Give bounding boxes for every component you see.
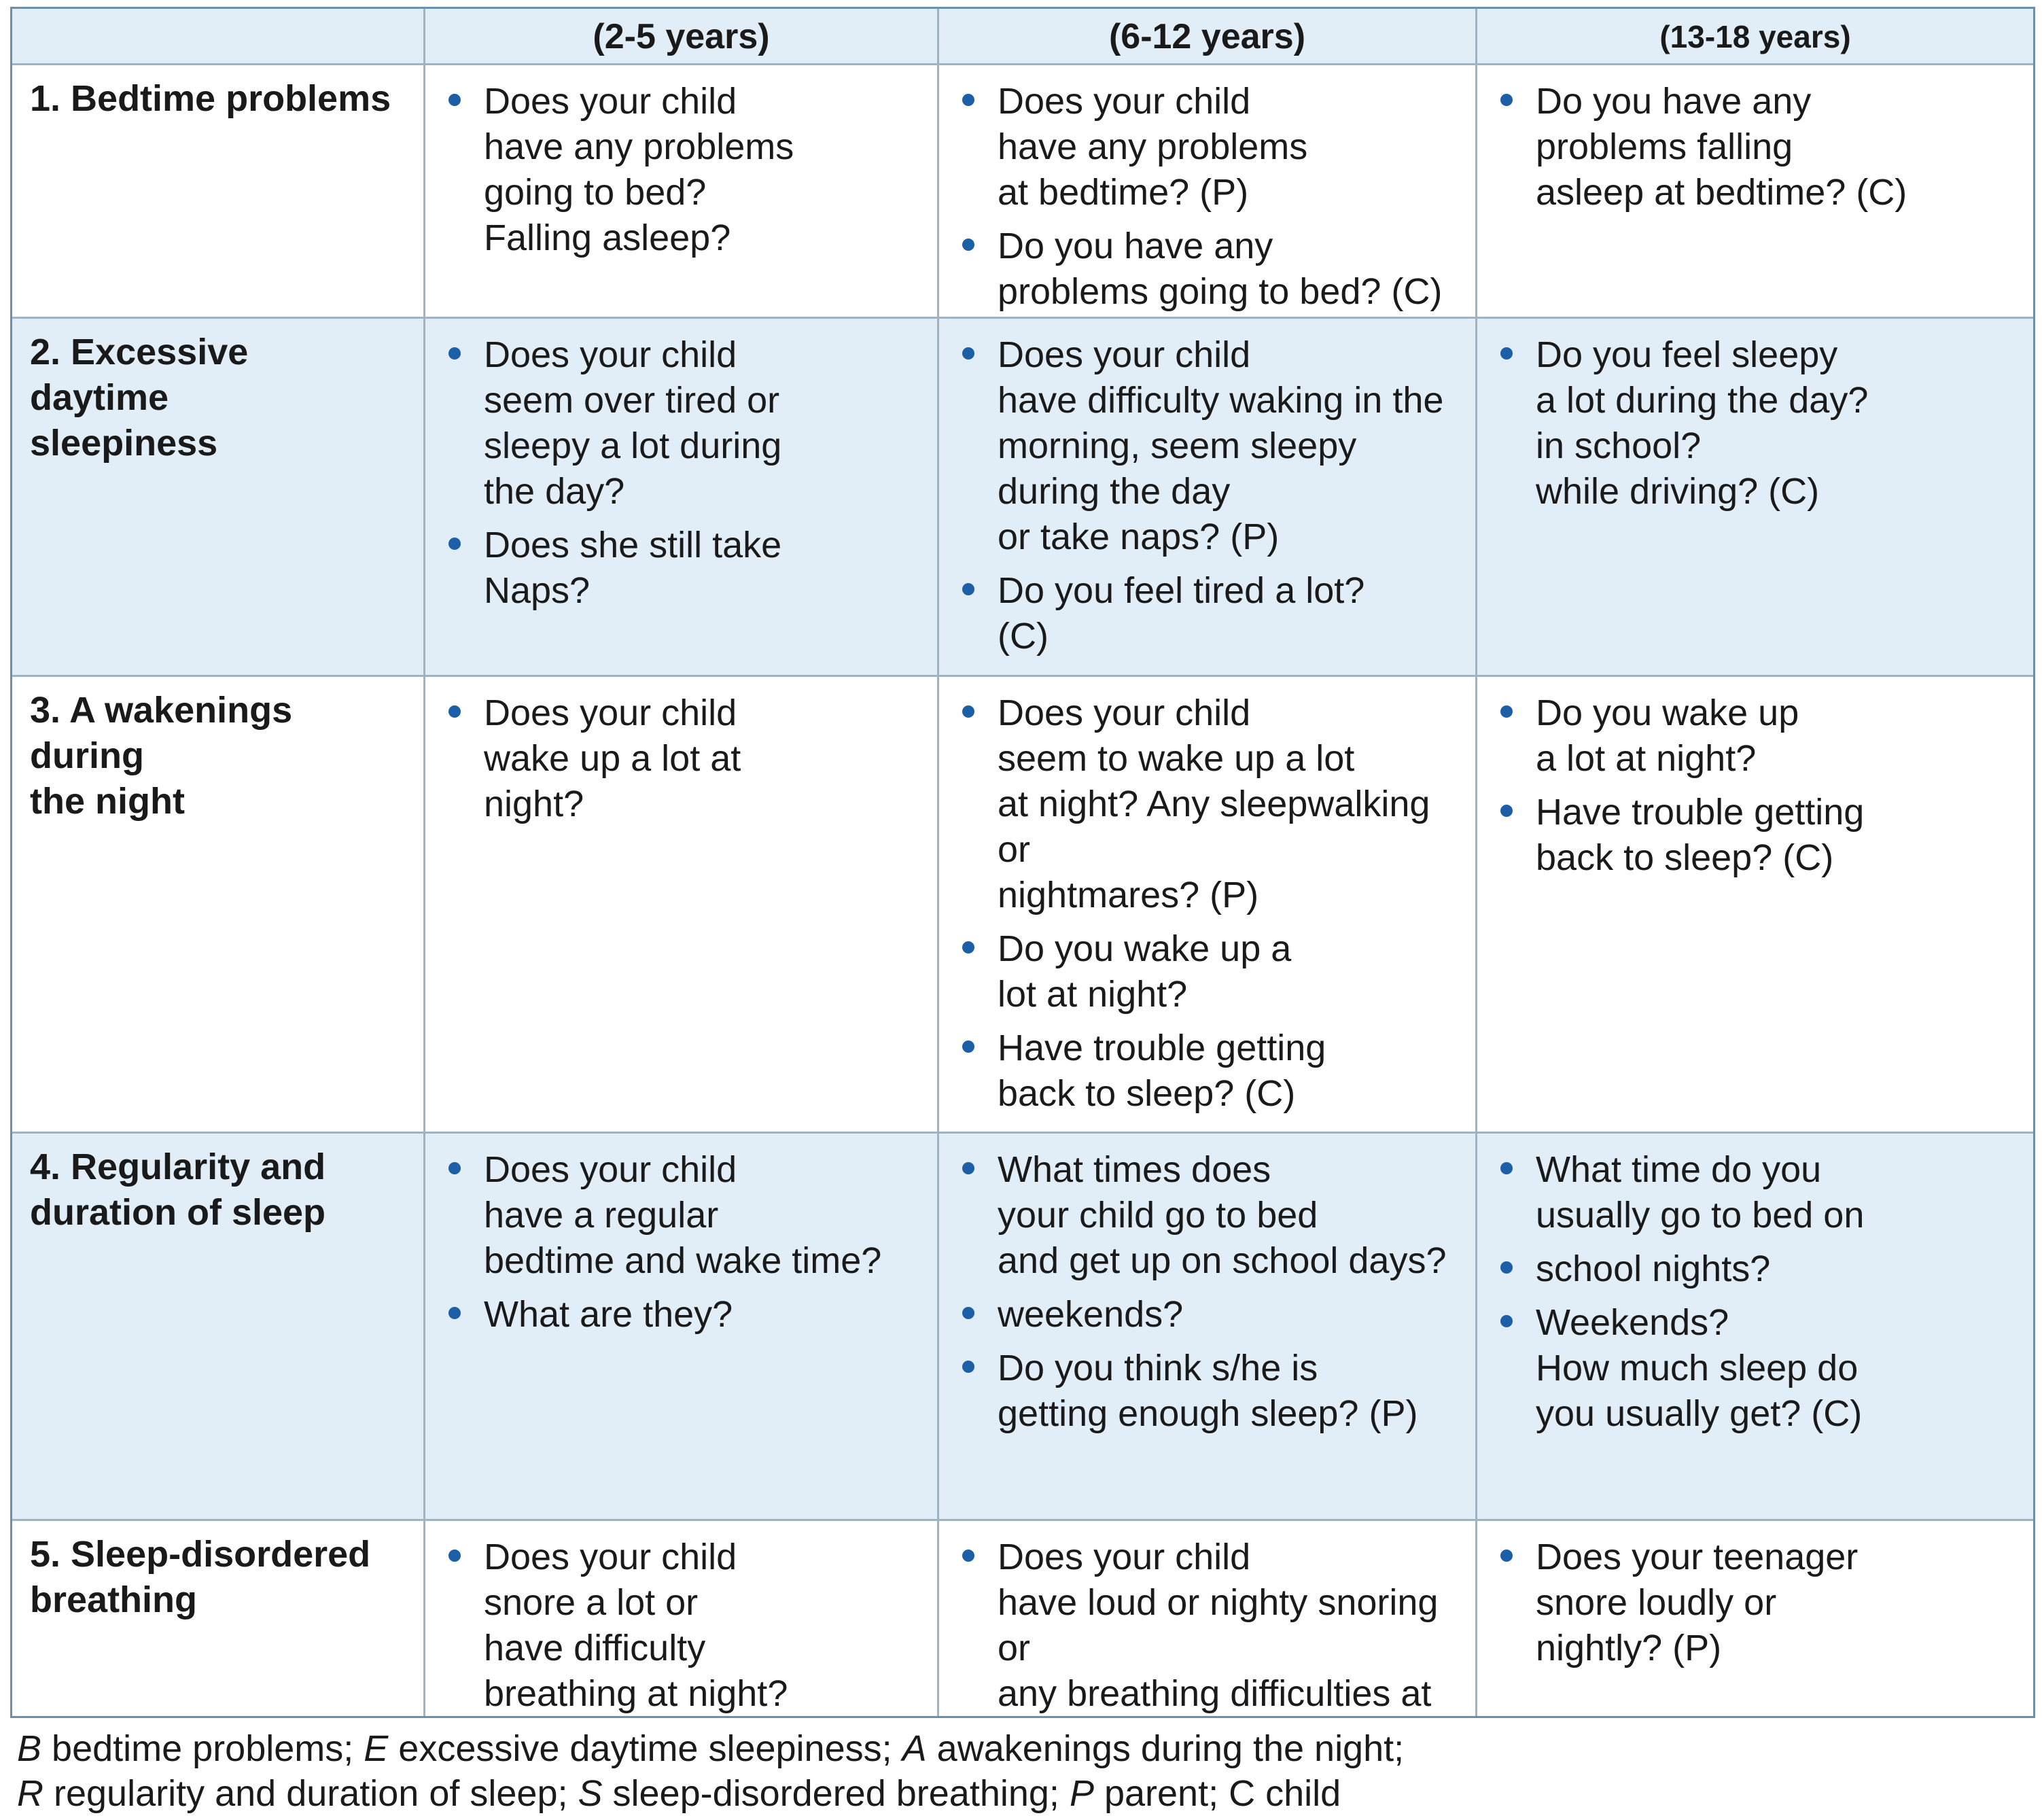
- bullet-icon: [962, 1040, 974, 1053]
- abbreviation: E: [364, 1728, 389, 1769]
- abbreviation-meaning: bedtime problems;: [41, 1728, 364, 1769]
- abbreviation: R: [17, 1773, 43, 1814]
- question-item: [957, 1535, 1462, 1716]
- question-cell: [1477, 677, 2033, 1134]
- bullet-icon: [962, 583, 974, 595]
- bullet-icon: [1500, 347, 1513, 360]
- question-list: [1495, 79, 2020, 215]
- header-corner: [12, 9, 425, 65]
- question-list: [443, 1147, 923, 1337]
- row-header: 3. A wakenings during the night: [12, 677, 425, 1134]
- question-list: [443, 1535, 923, 1716]
- question-text: Does your child have any problems going to bed? Falling asleep?: [484, 81, 794, 258]
- question-text: Does your child have any problems at bedtime? (P): [998, 81, 1308, 213]
- question-list: [443, 690, 923, 827]
- question-item: [957, 568, 1462, 659]
- bullet-icon: [1500, 705, 1513, 718]
- question-text: school nights?: [1536, 1248, 1771, 1289]
- question-list: [957, 1535, 1462, 1716]
- question-list: [443, 79, 923, 261]
- question-text: Have trouble getting back to sleep? (C): [998, 1028, 1326, 1114]
- bullet-icon: [1500, 1550, 1513, 1562]
- question-cell: [425, 319, 939, 677]
- bullet-icon: [1500, 1162, 1513, 1174]
- bullet-icon: [962, 94, 974, 106]
- question-text: Does your child seem over tired or sleepy a lot during the day?: [484, 334, 782, 512]
- question-text: What times does your child go to bed and get up on school days?: [998, 1149, 1447, 1281]
- question-list: [1495, 332, 2020, 514]
- question-item: [1495, 332, 2020, 514]
- question-text: Have trouble getting back to sleep? (C): [1536, 792, 1865, 878]
- question-cell: [939, 1134, 1477, 1521]
- question-cell: [425, 65, 939, 319]
- abbreviation: P: [1069, 1773, 1094, 1814]
- question-list: [1495, 1147, 2020, 1437]
- question-text: Does she still take Naps?: [484, 525, 782, 611]
- bullet-icon: [962, 705, 974, 718]
- question-item: [1495, 1147, 2020, 1238]
- question-cell: [1477, 1134, 2033, 1521]
- bullet-icon: [1500, 805, 1513, 817]
- row-header: 1. Bedtime problems: [12, 65, 425, 319]
- question-cell: [425, 1134, 939, 1521]
- abbreviations-footnote: [17, 1726, 2028, 1816]
- question-item: [1495, 790, 2020, 881]
- question-item: [957, 690, 1462, 918]
- bullet-icon: [1500, 1261, 1513, 1274]
- question-text: Does your child seem to wake up a lot at night? Any sleepwalking or nightmares? (P): [998, 693, 1430, 915]
- question-list: [957, 1147, 1462, 1437]
- abbreviation-meaning: sleep-disordered breathing;: [602, 1773, 1070, 1814]
- question-item: [443, 1292, 923, 1337]
- question-text: Do you have any problems going to bed? (C): [998, 226, 1443, 312]
- bullet-icon: [448, 347, 461, 360]
- question-text: Does your child wake up a lot at night?: [484, 693, 741, 824]
- question-item: [957, 926, 1462, 1017]
- abbreviation-meaning: regularity and duration of sleep;: [43, 1773, 578, 1814]
- question-item: [957, 79, 1462, 215]
- question-list: [1495, 690, 2020, 881]
- question-item: [957, 224, 1462, 315]
- row-header: 4. Regularity and duration of sleep: [12, 1134, 425, 1521]
- question-text: Do you have any problems falling asleep at bedtime? (C): [1536, 81, 1907, 213]
- question-text: What time do you usually go to bed on: [1536, 1149, 1865, 1236]
- question-list: [1495, 1535, 2020, 1671]
- footnote-line-2: [17, 1771, 2028, 1816]
- abbreviation-meaning: awakenings during the night;: [926, 1728, 1405, 1769]
- bullet-icon: [962, 239, 974, 251]
- abbreviation: S: [578, 1773, 603, 1814]
- question-item: [957, 1292, 1462, 1337]
- question-item: [443, 1535, 923, 1716]
- bullet-icon: [448, 1162, 461, 1174]
- bullet-icon: [962, 1307, 974, 1319]
- question-text: Do you wake up a lot at night?: [1536, 693, 1799, 779]
- question-list: [957, 332, 1462, 659]
- question-cell: [939, 1521, 1477, 1716]
- question-list: [957, 79, 1462, 315]
- bullet-icon: [448, 538, 461, 550]
- question-item: [443, 1147, 923, 1284]
- question-cell: [425, 677, 939, 1134]
- bullet-icon: [448, 94, 461, 106]
- bullet-icon: [962, 1550, 974, 1562]
- question-list: [443, 332, 923, 614]
- question-item: [957, 1026, 1462, 1117]
- bullet-icon: [1500, 1315, 1513, 1327]
- question-item: [443, 690, 923, 827]
- question-cell: [939, 677, 1477, 1134]
- abbreviation: B: [17, 1728, 42, 1769]
- question-text: weekends?: [998, 1294, 1184, 1335]
- abbreviation-meaning: excessive daytime sleepiness;: [388, 1728, 902, 1769]
- question-item: [443, 523, 923, 614]
- question-text: What are they?: [484, 1294, 733, 1335]
- bullet-icon: [1500, 94, 1513, 106]
- question-text: Does your teenager snore loudly or nightly? (P): [1536, 1537, 1859, 1668]
- question-item: [957, 1346, 1462, 1437]
- question-item: [1495, 690, 2020, 782]
- bullet-icon: [962, 1361, 974, 1373]
- question-cell: [1477, 319, 2033, 677]
- question-item: [957, 1147, 1462, 1284]
- question-text: Does your child have difficulty waking in the morning, seem sleepy during the day or take naps? (P): [998, 334, 1444, 557]
- question-item: [443, 79, 923, 261]
- question-cell: [939, 65, 1477, 319]
- question-text: Do you feel tired a lot? (C): [998, 570, 1365, 657]
- bullet-icon: [448, 1307, 461, 1319]
- bullet-icon: [962, 1162, 974, 1174]
- bullet-icon: [962, 941, 974, 953]
- question-item: [1495, 1246, 2020, 1292]
- abbreviation-meaning: parent; C child: [1093, 1773, 1341, 1814]
- bullet-icon: [448, 1550, 461, 1562]
- column-header: (6-12 years): [939, 9, 1477, 65]
- question-list: [957, 690, 1462, 1117]
- question-text: Does your child have a regular bedtime and wake time?: [484, 1149, 882, 1281]
- question-item: [443, 332, 923, 514]
- column-header: (13-18 years): [1477, 9, 2033, 65]
- bullet-icon: [962, 347, 974, 360]
- column-header: (2-5 years): [425, 9, 939, 65]
- question-text: Do you wake up a lot at night?: [998, 928, 1292, 1015]
- question-text: Does your child snore a lot or have difficulty breathing at night?: [484, 1537, 788, 1714]
- question-cell: [1477, 1521, 2033, 1716]
- question-cell: [425, 1521, 939, 1716]
- question-item: [957, 332, 1462, 560]
- question-item: [1495, 1535, 2020, 1671]
- row-header: 2. Excessive daytime sleepiness: [12, 319, 425, 677]
- row-header: 5. Sleep-disordered breathing: [12, 1521, 425, 1716]
- bullet-icon: [448, 705, 461, 718]
- question-cell: [1477, 65, 2033, 319]
- question-text: Do you feel sleepy a lot during the day? in school? while driving? (C): [1536, 334, 1869, 512]
- question-item: [1495, 79, 2020, 215]
- sleep-screening-table: [10, 7, 2035, 1718]
- question-text: Do you think s/he is getting enough sleep? (P): [998, 1348, 1418, 1434]
- question-text: Weekends? How much sleep do you usually get? (C): [1536, 1302, 1863, 1434]
- question-text: Does your child have loud or nighty snoring or any breathing difficulties at: [998, 1537, 1439, 1714]
- abbreviation: A: [902, 1728, 927, 1769]
- question-cell: [939, 319, 1477, 677]
- question-item: [1495, 1300, 2020, 1437]
- footnote-line-1: [17, 1726, 2028, 1771]
